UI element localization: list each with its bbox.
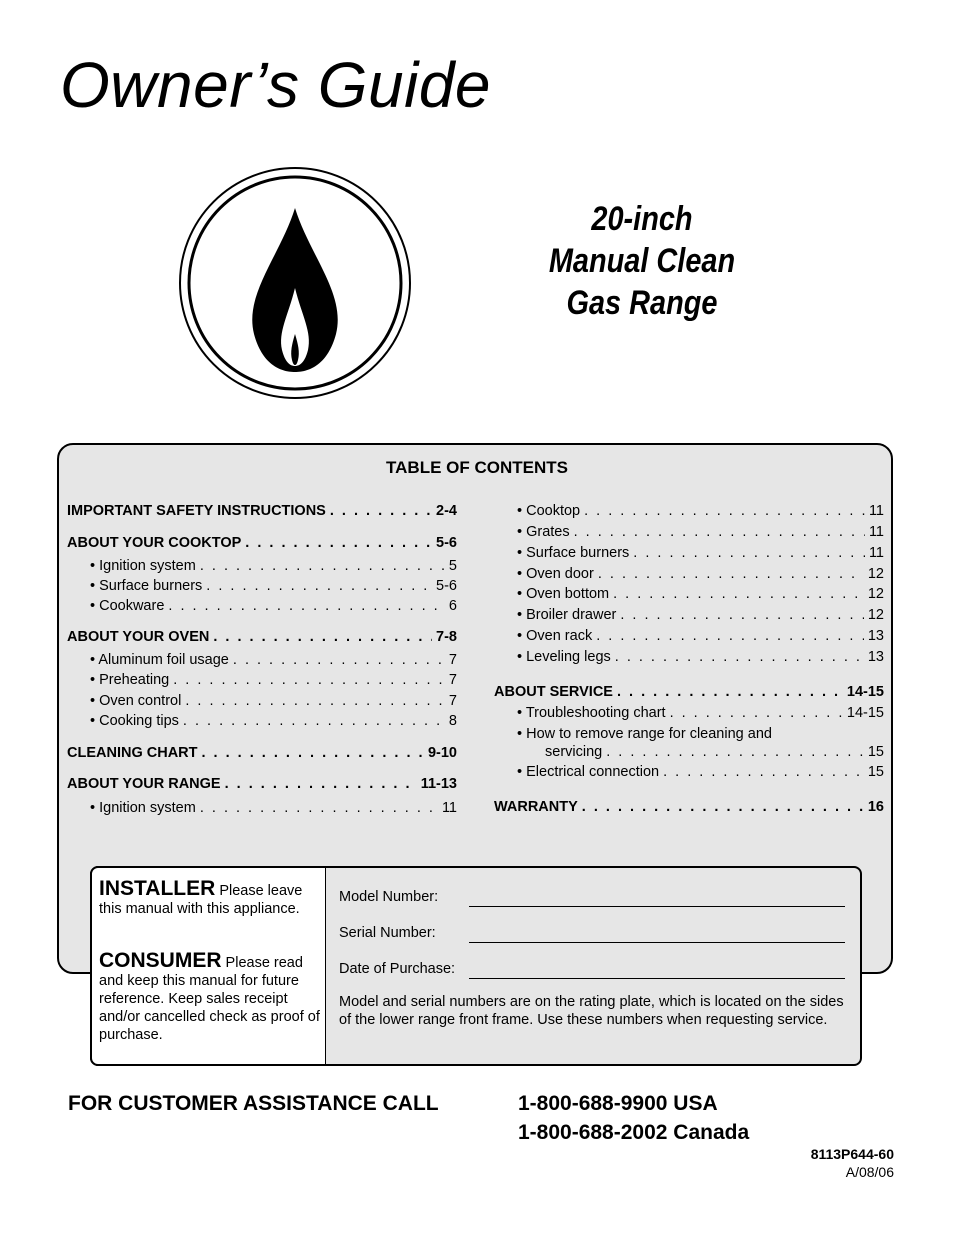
toc-entry-label: • Surface burners [90,578,202,594]
toc-subentry [90,800,457,816]
toc-entry-page: 5-6 [436,535,457,551]
toc-section-entry [67,776,457,792]
toc-entry-label: • How to remove range for cleaning and [517,726,772,742]
toc-section-entry [67,745,457,761]
installer-heading: INSTALLER [99,877,216,900]
toc-entry-page: 14-15 [846,705,884,721]
toc-leader-dots [663,764,864,780]
toc-leader-dots [615,649,864,665]
toc-leader-dots [617,684,843,700]
toc-leader-dots [584,503,865,519]
toc-leader-dots [574,524,865,540]
toc-entry-label: • Oven door [517,566,594,582]
toc-entry-page: 7-8 [436,629,457,645]
toc-leader-dots [183,713,445,729]
toc-entry-label: ABOUT SERVICE [494,684,613,700]
toc-subentry [517,586,884,602]
toc-subentry [90,578,457,594]
toc-entry-page: 11 [868,545,884,561]
toc-entry-label: • Preheating [90,672,169,688]
toc-leader-dots [213,629,432,645]
flame-logo-icon [178,166,412,400]
toc-entry-label: • Surface burners [517,545,629,561]
toc-entry-page: 7 [448,672,457,688]
toc-subentry [90,558,457,574]
toc-entry-label: • Grates [517,524,570,540]
toc-subentry [517,628,884,644]
toc-subentry [545,744,884,760]
model-number-field[interactable] [469,890,845,907]
toc-subentry [517,607,884,623]
toc-entry-page: 5 [448,558,457,574]
toc-entry-label: • Oven bottom [517,586,609,602]
toc-subentry [517,705,884,721]
toc-entry-page: 7 [448,693,457,709]
toc-subentry [90,598,457,614]
toc-subentry [517,524,884,540]
toc-leader-dots [633,545,865,561]
toc-leader-dots [200,800,438,816]
toc-subentry [517,649,884,665]
toc-leader-dots [206,578,432,594]
toc-entry-label: IMPORTANT SAFETY INSTRUCTIONS [67,503,326,519]
toc-entry-label: ABOUT YOUR COOKTOP [67,535,242,551]
toc-entry-page: 13 [867,628,884,644]
installer-note [99,877,323,918]
toc-entry-label: • Leveling legs [517,649,611,665]
toc-section-entry [494,799,884,815]
toc-leader-dots [173,672,445,688]
toc-entry-label: CLEANING CHART [67,745,198,761]
toc-entry-page: 11 [868,503,884,519]
toc-entry-page: 12 [867,586,884,602]
toc-subentry [517,726,884,742]
toc-entry-label: • Ignition system [90,800,196,816]
phone-usa: 1-800-688-9900 USA [518,1092,718,1115]
toc-entry-page: 11 [868,524,884,540]
toc-entry-page: 15 [867,764,884,780]
assistance-label: FOR CUSTOMER ASSISTANCE CALL [68,1092,439,1115]
toc-subentry [90,713,457,729]
document-code: 8113P644-60 [810,1146,894,1162]
toc-subentry [517,503,884,519]
serial-number-label: Serial Number: [339,925,436,941]
serial-number-field[interactable] [469,926,845,943]
toc-entry-page: 11 [441,800,457,816]
toc-leader-dots [330,503,432,519]
toc-leader-dots [613,586,864,602]
toc-entry-label: • Oven rack [517,628,592,644]
consumer-text: Please read and keep this manual for future reference. Keep sales receipt and/or cancelled check as proof of purchase. [99,955,320,1043]
toc-entry-page: 7 [448,652,457,668]
toc-leader-dots [598,566,864,582]
toc-leader-dots [245,535,432,551]
toc-entry-label: • Cookware [90,598,164,614]
toc-leader-dots [596,628,864,644]
toc-subentry [90,693,457,709]
toc-subentry [90,672,457,688]
toc-section-entry [494,684,884,700]
toc-leader-dots [168,598,445,614]
phone-canada: 1-800-688-2002 Canada [518,1121,750,1144]
toc-entry-page: 13 [867,649,884,665]
toc-subentry [90,652,457,668]
toc-entry-page: 8 [448,713,457,729]
toc-entry-label: • Ignition system [90,558,196,574]
toc-leader-dots [582,799,864,815]
toc-section-entry [67,535,457,551]
toc-entry-page: 12 [867,607,884,623]
toc-entry-label: • Oven control [90,693,181,709]
toc-leader-dots [185,693,445,709]
purchase-date-field[interactable] [469,962,845,979]
subtitle-line: Manual Clean [548,242,736,280]
toc-subentry [517,545,884,561]
toc-entry-page: 6 [448,598,457,614]
document-date: A/08/06 [845,1164,894,1180]
consumer-heading: CONSUMER [99,949,222,972]
toc-entry-label: servicing [545,744,603,760]
toc-entry-label: • Cooking tips [90,713,179,729]
purchase-date-label: Date of Purchase: [339,961,456,977]
model-number-label: Model Number: [339,889,439,905]
toc-entry-page: 2-4 [436,503,457,519]
toc-leader-dots [606,744,864,760]
toc-heading: TABLE OF CONTENTS [386,458,568,477]
toc-leader-dots [670,705,843,721]
toc-entry-page: 5-6 [436,578,457,594]
toc-subentry [517,566,884,582]
toc-entry-page: 9-10 [427,745,457,761]
toc-entry-page: 11-13 [420,776,457,792]
toc-entry-label: • Electrical connection [517,764,659,780]
toc-entry-page: 12 [867,566,884,582]
toc-leader-dots [202,745,424,761]
toc-entry-label: WARRANTY [494,799,578,815]
toc-entry-page: 14-15 [846,684,884,700]
toc-leader-dots [225,776,417,792]
installer-text: Please leave this manual with this appliance. [99,883,303,917]
product-subtitle [538,198,745,324]
toc-entry-label: • Troubleshooting chart [517,705,666,721]
toc-leader-dots [233,652,445,668]
toc-section-entry [67,503,457,519]
toc-entry-page: 15 [867,744,884,760]
toc-entry-label: • Aluminum foil usage [90,652,229,668]
toc-leader-dots [620,607,864,623]
toc-entry-label: • Broiler drawer [517,607,616,623]
page-title: Owner’s Guide [60,49,491,121]
toc-entry-label: ABOUT YOUR RANGE [67,776,221,792]
toc-entry-label: • Cooktop [517,503,580,519]
toc-entry-page: 16 [867,799,884,815]
consumer-note [99,949,323,1044]
toc-leader-dots [200,558,445,574]
subtitle-line: Gas Range [566,284,718,322]
toc-section-entry [67,629,457,645]
toc-subentry [517,764,884,780]
toc-entry-label: ABOUT YOUR OVEN [67,629,210,645]
rating-plate-note: Model and serial numbers are on the rating plate, which is located on the sides of the lower range front frame. Use these numbers when requesting service. [339,994,844,1028]
subtitle-line: 20-inch [591,200,693,238]
